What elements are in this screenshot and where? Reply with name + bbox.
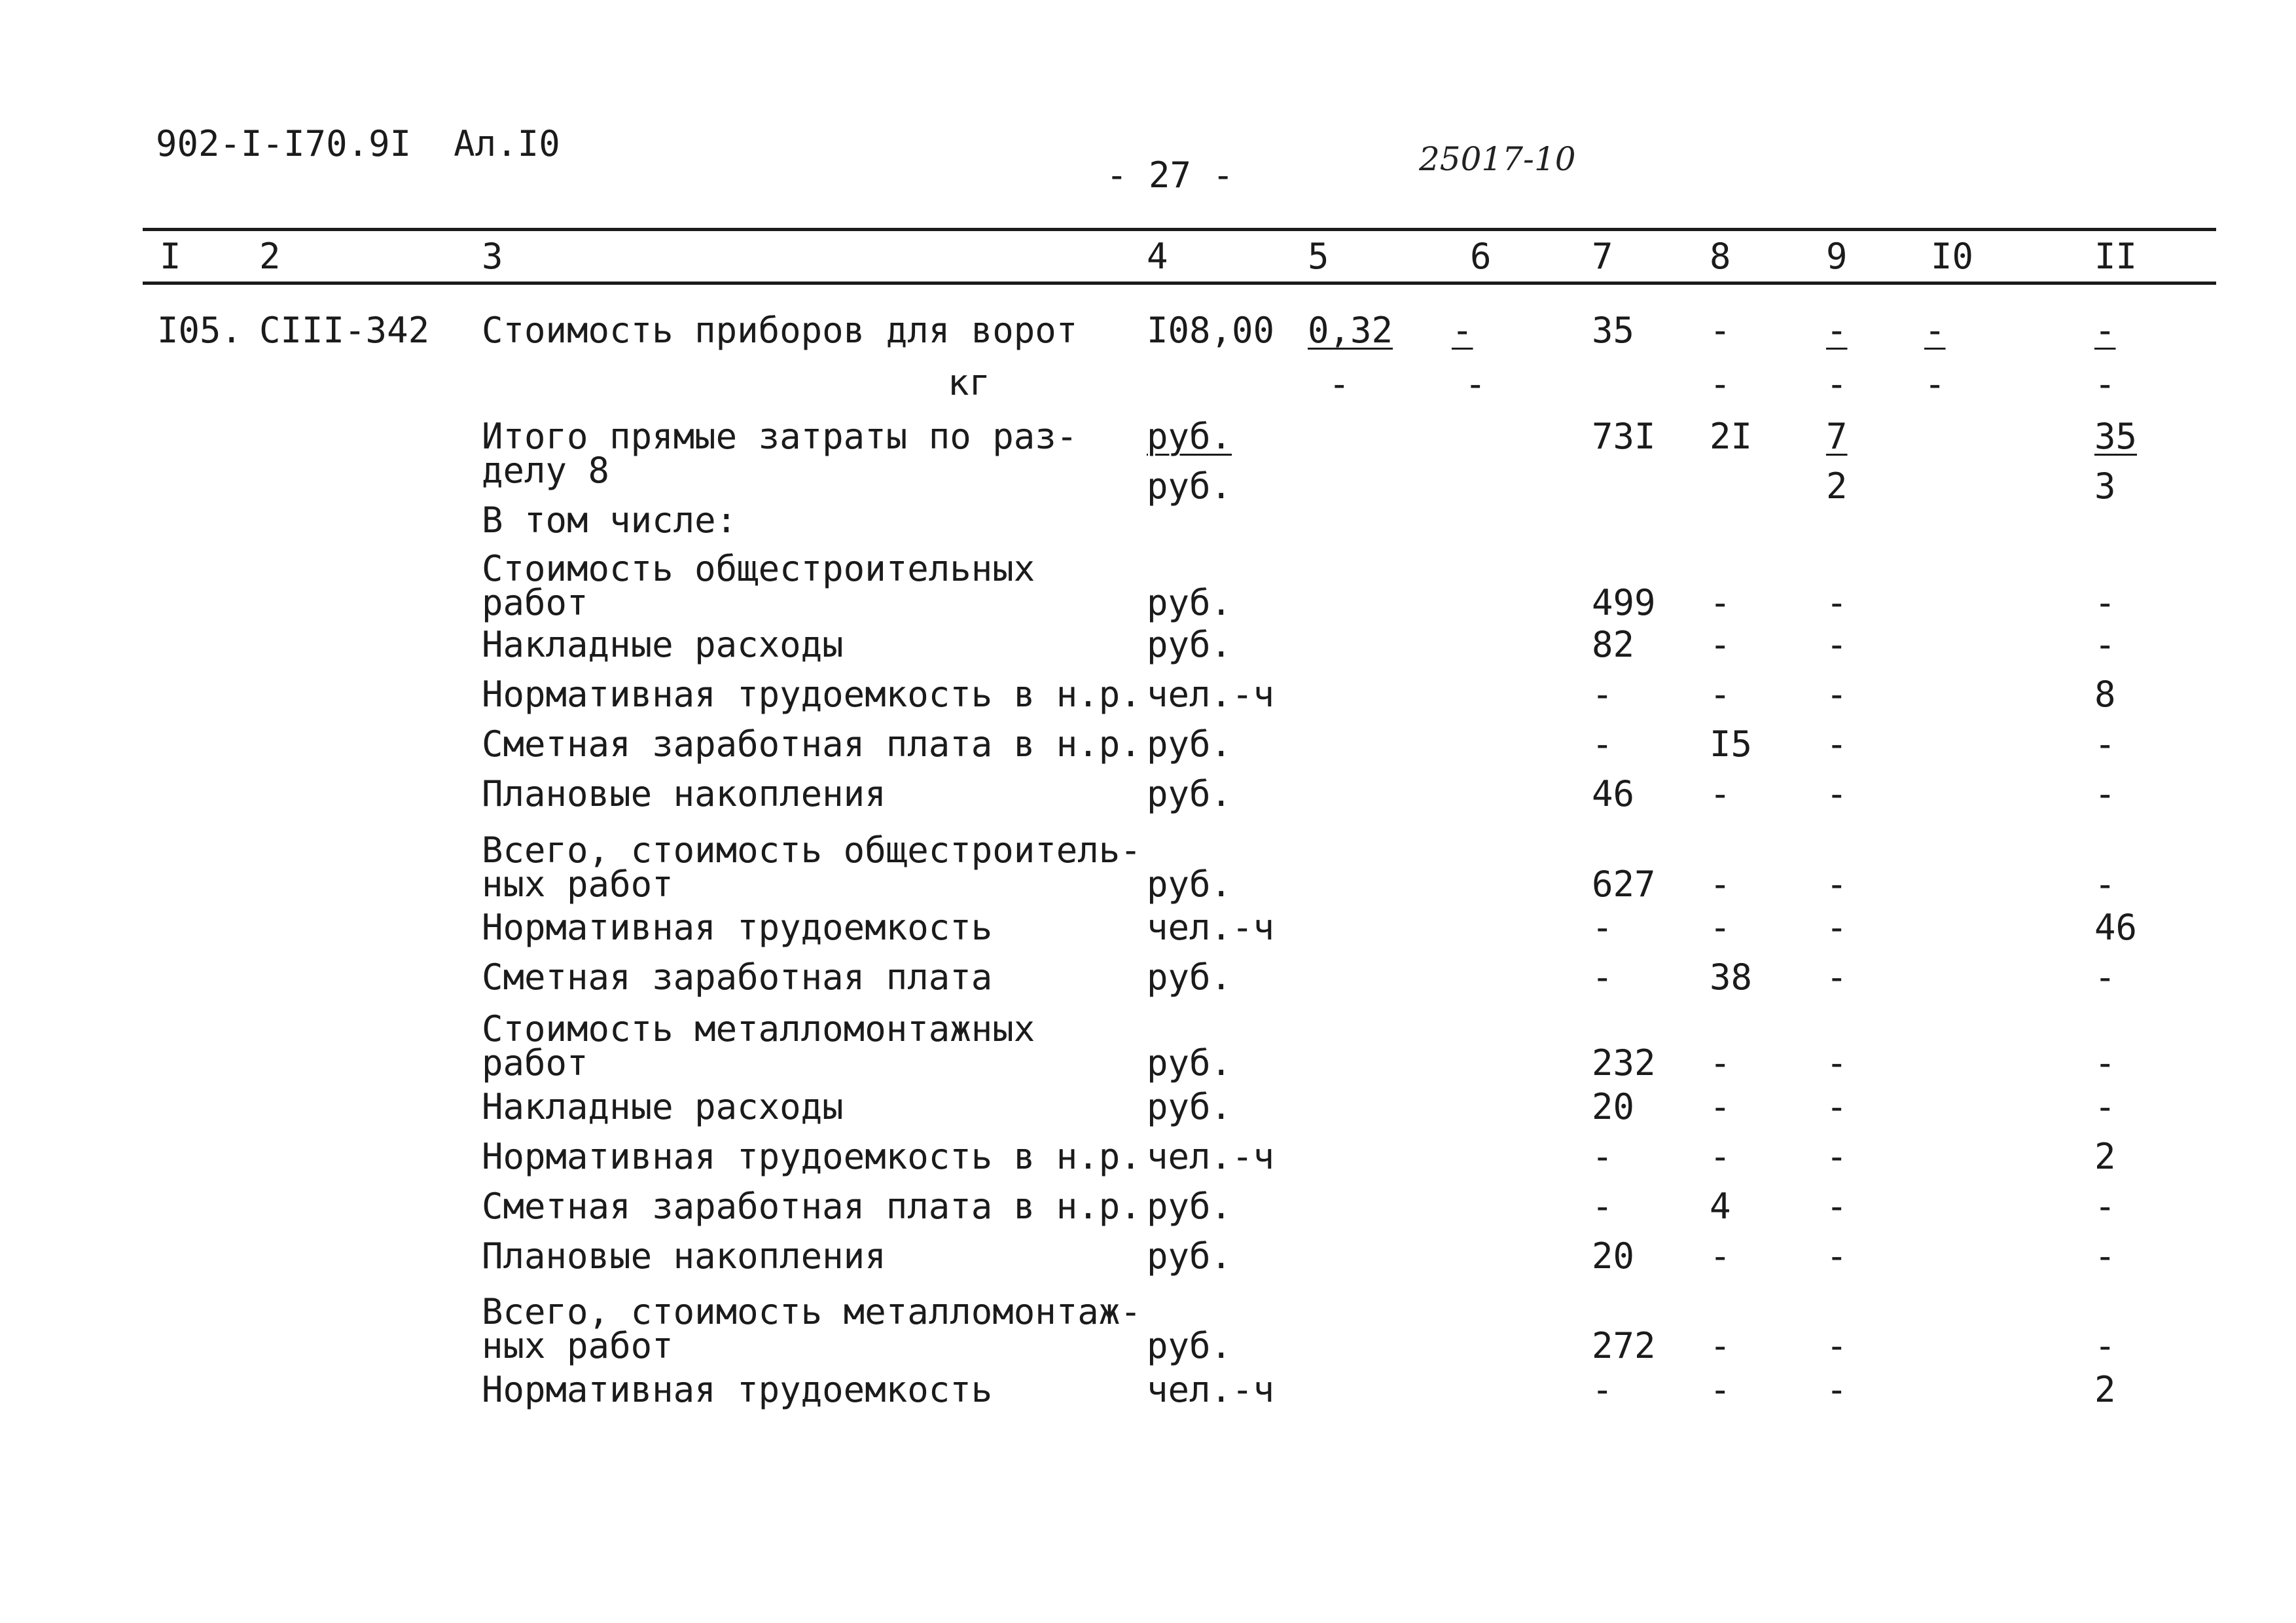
row-name-line1: Всего, стоимость металломонтаж- xyxy=(482,1291,1141,1332)
cell-c7: 46 xyxy=(1592,773,1635,814)
cell-c11: - xyxy=(2094,723,2116,765)
cell-c11-bottom: 3 xyxy=(2094,465,2116,507)
cell-c7: - xyxy=(1592,1186,1613,1227)
cell-c7: - xyxy=(1592,957,1613,998)
cell-c7: - xyxy=(1592,674,1613,715)
cell-c11: - xyxy=(2094,864,2116,905)
including-label: В том числе: xyxy=(482,500,738,541)
row-unit: руб. xyxy=(1147,773,1232,814)
cell-c11: - xyxy=(2094,582,2116,623)
row-name-line2: работ xyxy=(482,1042,588,1084)
cell-c7: - xyxy=(1592,1136,1613,1177)
cell-c9: - xyxy=(1826,1136,1848,1177)
document-code: 902-I-I70.9I Ал.I0 xyxy=(156,123,560,164)
cell-c8: - xyxy=(1710,1136,1731,1177)
cell-c5: 0,32 xyxy=(1308,310,1393,351)
handwritten-number: 25017-10 xyxy=(1419,140,1576,178)
row-unit: руб. xyxy=(1147,1086,1232,1127)
cell-c9: - xyxy=(1826,310,1848,351)
column-header: I0 xyxy=(1931,236,1974,277)
cell-c7: 20 xyxy=(1592,1235,1635,1277)
cell-c8: - xyxy=(1710,773,1731,814)
column-header: 5 xyxy=(1308,236,1329,277)
cell-c8: - xyxy=(1710,1369,1731,1410)
cell-r2-c9: - xyxy=(1826,363,1848,405)
row-unit: чел.-ч xyxy=(1147,1369,1275,1410)
cell-c7: 232 xyxy=(1592,1042,1656,1084)
cell-c11: 8 xyxy=(2094,674,2116,715)
cell-c7: 499 xyxy=(1592,582,1656,623)
row-name-line1: Нормативная трудоемкость в н.р. xyxy=(482,1136,1141,1177)
cell-c9: - xyxy=(1826,1369,1848,1410)
column-header: II xyxy=(2094,236,2138,277)
column-header: 7 xyxy=(1592,236,1613,277)
cell-c8: - xyxy=(1710,310,1731,351)
cell-r2-c6: - xyxy=(1465,363,1486,405)
column-header: 3 xyxy=(482,236,503,277)
cell-c7: 82 xyxy=(1592,624,1635,665)
row-name-line1: Нормативная трудоемкость xyxy=(482,1369,993,1410)
row-unit: руб. xyxy=(1147,864,1232,905)
cell-r2-c5: - xyxy=(1329,363,1350,405)
cell-c8: 2I xyxy=(1710,416,1753,457)
row-name-line2: ных работ xyxy=(482,1325,673,1366)
cell-c9: - xyxy=(1826,957,1848,998)
item-name: Стоимость приборов для ворот xyxy=(482,310,1078,351)
cell-c9: - xyxy=(1826,1042,1848,1084)
cell-c9: - xyxy=(1826,773,1848,814)
item-unit-note: кг xyxy=(948,362,991,403)
column-header: I xyxy=(160,236,181,277)
row-name-line1: Нормативная трудоемкость xyxy=(482,907,993,948)
row-name-line2: ных работ xyxy=(482,864,673,905)
row-unit: руб. xyxy=(1147,1186,1232,1227)
column-header: 8 xyxy=(1710,236,1731,277)
row-name-line1: Плановые накопления xyxy=(482,773,886,814)
row-name-line1: Сметная заработная плата в н.р. xyxy=(482,723,1141,765)
cell-c11: - xyxy=(2094,310,2116,351)
cell-c7: - xyxy=(1592,723,1613,765)
cell-c8: 4 xyxy=(1710,1186,1731,1227)
item-number: I05. xyxy=(157,310,243,351)
cell-c9: - xyxy=(1826,723,1848,765)
cell-c4: I08,00 xyxy=(1147,310,1275,351)
row-unit: руб. xyxy=(1147,1325,1232,1366)
row-unit: чел.-ч xyxy=(1147,1136,1275,1177)
total-unit1: руб. xyxy=(1147,416,1232,457)
cell-c8: - xyxy=(1710,1086,1731,1127)
row-name-line1: Всего, стоимость общестроитель- xyxy=(482,830,1141,871)
cell-c8: - xyxy=(1710,907,1731,948)
cell-c11: - xyxy=(2094,773,2116,814)
cell-c11: - xyxy=(2094,1186,2116,1227)
cell-c11: - xyxy=(2094,1042,2116,1084)
cell-c9: - xyxy=(1826,1235,1848,1277)
row-unit: руб. xyxy=(1147,624,1232,665)
cell-c11: - xyxy=(2094,957,2116,998)
row-name-line1: Сметная заработная плата в н.р. xyxy=(482,1186,1141,1227)
column-header: 6 xyxy=(1470,236,1492,277)
row-unit: руб. xyxy=(1147,582,1232,623)
row-name-line1: Сметная заработная плата xyxy=(482,957,993,998)
cell-c9: - xyxy=(1826,582,1848,623)
row-unit: чел.-ч xyxy=(1147,674,1275,715)
cell-r2-c8: - xyxy=(1710,363,1731,405)
cell-c10: - xyxy=(1924,310,1946,351)
cell-c8: I5 xyxy=(1710,723,1753,765)
cell-c8: - xyxy=(1710,1042,1731,1084)
row-unit: руб. xyxy=(1147,957,1232,998)
column-header: 2 xyxy=(259,236,281,277)
cell-c11: 2 xyxy=(2094,1136,2116,1177)
column-header: 4 xyxy=(1147,236,1168,277)
cell-c7: 73I xyxy=(1592,416,1656,457)
row-name-line1: Нормативная трудоемкость в н.р. xyxy=(482,674,1141,715)
cell-c9: - xyxy=(1826,1186,1848,1227)
total-unit2: руб. xyxy=(1147,465,1232,507)
row-name-line1: Стоимость металломонтажных xyxy=(482,1008,1035,1049)
row-unit: руб. xyxy=(1147,1235,1232,1277)
cell-c7: 272 xyxy=(1592,1325,1656,1366)
column-header: 9 xyxy=(1826,236,1848,277)
cell-c7: 35 xyxy=(1592,310,1635,351)
cell-c11: - xyxy=(2094,624,2116,665)
row-unit: руб. xyxy=(1147,723,1232,765)
cell-c8: - xyxy=(1710,1325,1731,1366)
cell-c8: - xyxy=(1710,1235,1731,1277)
row-name-line1: Накладные расходы xyxy=(482,1086,844,1127)
cell-c9: - xyxy=(1826,674,1848,715)
cell-c8: - xyxy=(1710,624,1731,665)
cell-c8: - xyxy=(1710,582,1731,623)
total-name-line1: Итого прямые затраты по раз- xyxy=(482,416,1078,457)
cell-c9: - xyxy=(1826,864,1848,905)
cell-c11: - xyxy=(2094,1086,2116,1127)
row-name-line2: работ xyxy=(482,582,588,623)
cell-c9: - xyxy=(1826,907,1848,948)
cell-c7: 20 xyxy=(1592,1086,1635,1127)
cell-c9: - xyxy=(1826,1086,1848,1127)
row-unit: руб. xyxy=(1147,1042,1232,1084)
cell-r2-c11: - xyxy=(2094,363,2116,405)
cell-c11: 46 xyxy=(2094,907,2138,948)
page-number: - 27 - xyxy=(1106,155,1234,196)
row-name-line1: Накладные расходы xyxy=(482,624,844,665)
cell-c8: 38 xyxy=(1710,957,1753,998)
cell-c11: - xyxy=(2094,1325,2116,1366)
total-name-line2: делу 8 xyxy=(482,450,610,491)
row-name-line1: Стоимость общестроительных xyxy=(482,548,1035,589)
cell-c8: - xyxy=(1710,674,1731,715)
cell-c11-top: 35 xyxy=(2094,416,2138,457)
cell-c9-top: 7 xyxy=(1826,416,1848,457)
cell-c7: - xyxy=(1592,907,1613,948)
cell-c11: - xyxy=(2094,1235,2116,1277)
cell-c9: - xyxy=(1826,1325,1848,1366)
item-code: CIII-342 xyxy=(259,310,430,351)
cell-c9-bottom: 2 xyxy=(1826,465,1848,507)
cell-r2-c10: - xyxy=(1924,363,1946,405)
cell-c8: - xyxy=(1710,864,1731,905)
cell-c11: 2 xyxy=(2094,1369,2116,1410)
cell-c6: - xyxy=(1452,310,1473,351)
row-name-line1: Плановые накопления xyxy=(482,1235,886,1277)
row-unit: чел.-ч xyxy=(1147,907,1275,948)
cell-c7: - xyxy=(1592,1369,1613,1410)
cell-c7: 627 xyxy=(1592,864,1656,905)
cell-c9: - xyxy=(1826,624,1848,665)
